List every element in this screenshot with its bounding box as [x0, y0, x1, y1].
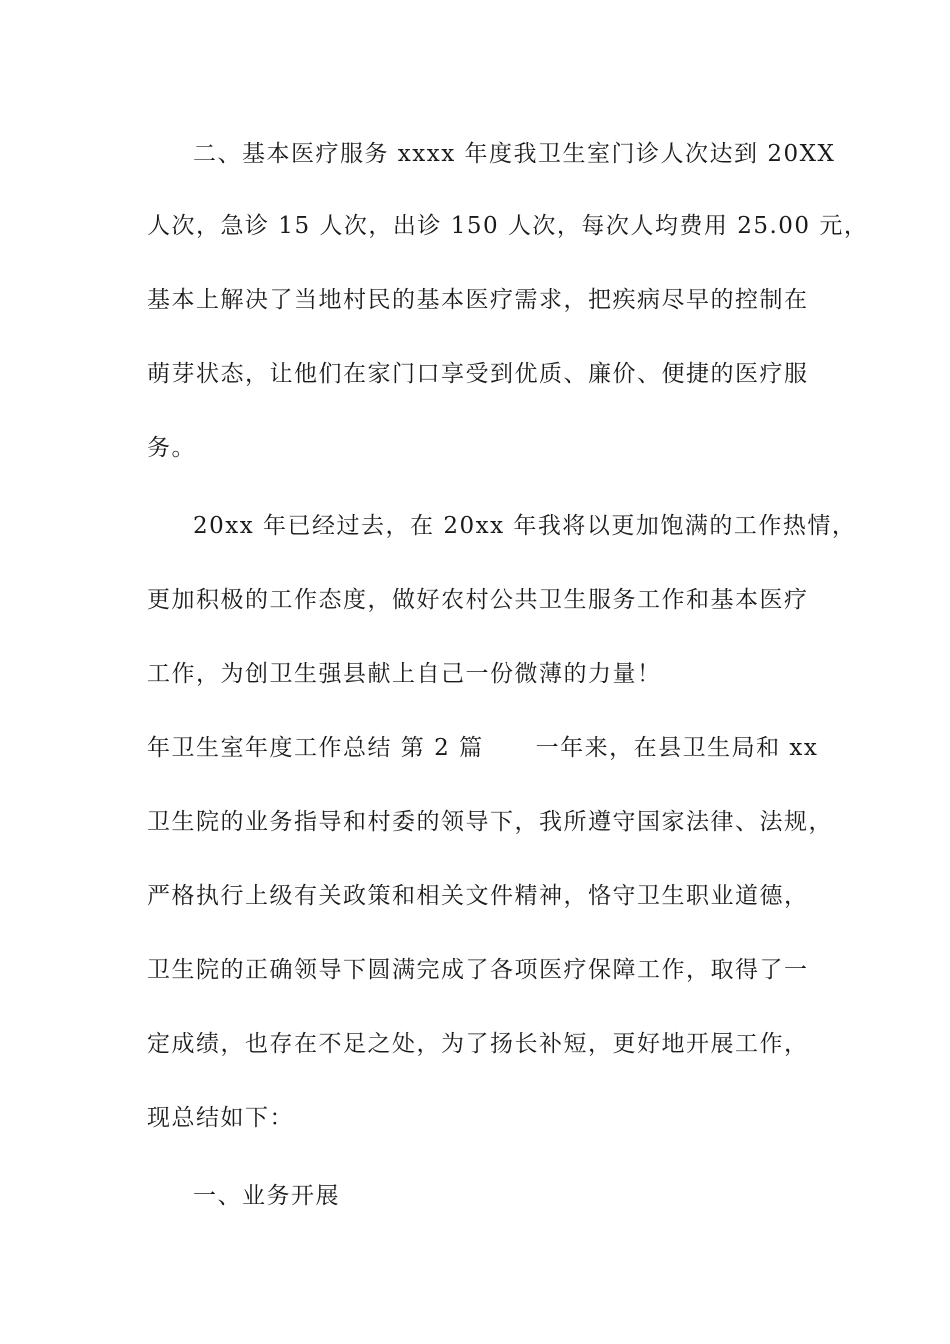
paragraph-line: 人次，急诊 15 人次，出诊 150 人次，每次人均费用 25.00 元， [147, 213, 869, 239]
paragraph-line: 二、基本医疗服务 xxxx 年度我卫生室门诊人次达到 20XX [193, 141, 836, 167]
paragraph-line: 卫生院的业务指导和村委的领导下，我所遵守国家法律、法规， [147, 809, 833, 835]
subheading-line: 一、业务开展 [193, 1183, 340, 1209]
paragraph-line: 严格执行上级有关政策和相关文件精神，恪守卫生职业道德， [147, 883, 809, 909]
section-heading-line [147, 733, 818, 763]
paragraph-line: 现总结如下： [147, 1105, 294, 1131]
paragraph-line: 工作，为创卫生强县献上自己一份微薄的力量！ [147, 661, 662, 687]
paragraph-line: 卫生院的正确领导下圆满完成了各项医疗保障工作，取得了一 [147, 957, 809, 983]
paragraph-line: 20xx 年已经过去，在 20xx 年我将以更加饱满的工作热情， [193, 513, 857, 539]
section-intro: 一年来，在县卫生局和 xx [535, 735, 819, 761]
section-title: 年卫生室年度工作总结 第 2 篇 [147, 735, 484, 761]
paragraph-line: 萌芽状态，让他们在家门口享受到优质、廉价、便捷的医疗服 [147, 361, 809, 387]
paragraph-line: 定成绩，也存在不足之处，为了扬长补短，更好地开展工作， [147, 1031, 809, 1057]
paragraph-line: 务。 [147, 435, 196, 461]
paragraph-line: 基本上解决了当地村民的基本医疗需求，把疾病尽早的控制在 [147, 287, 809, 313]
paragraph-line: 更加积极的工作态度，做好农村公共卫生服务工作和基本医疗 [147, 587, 809, 613]
